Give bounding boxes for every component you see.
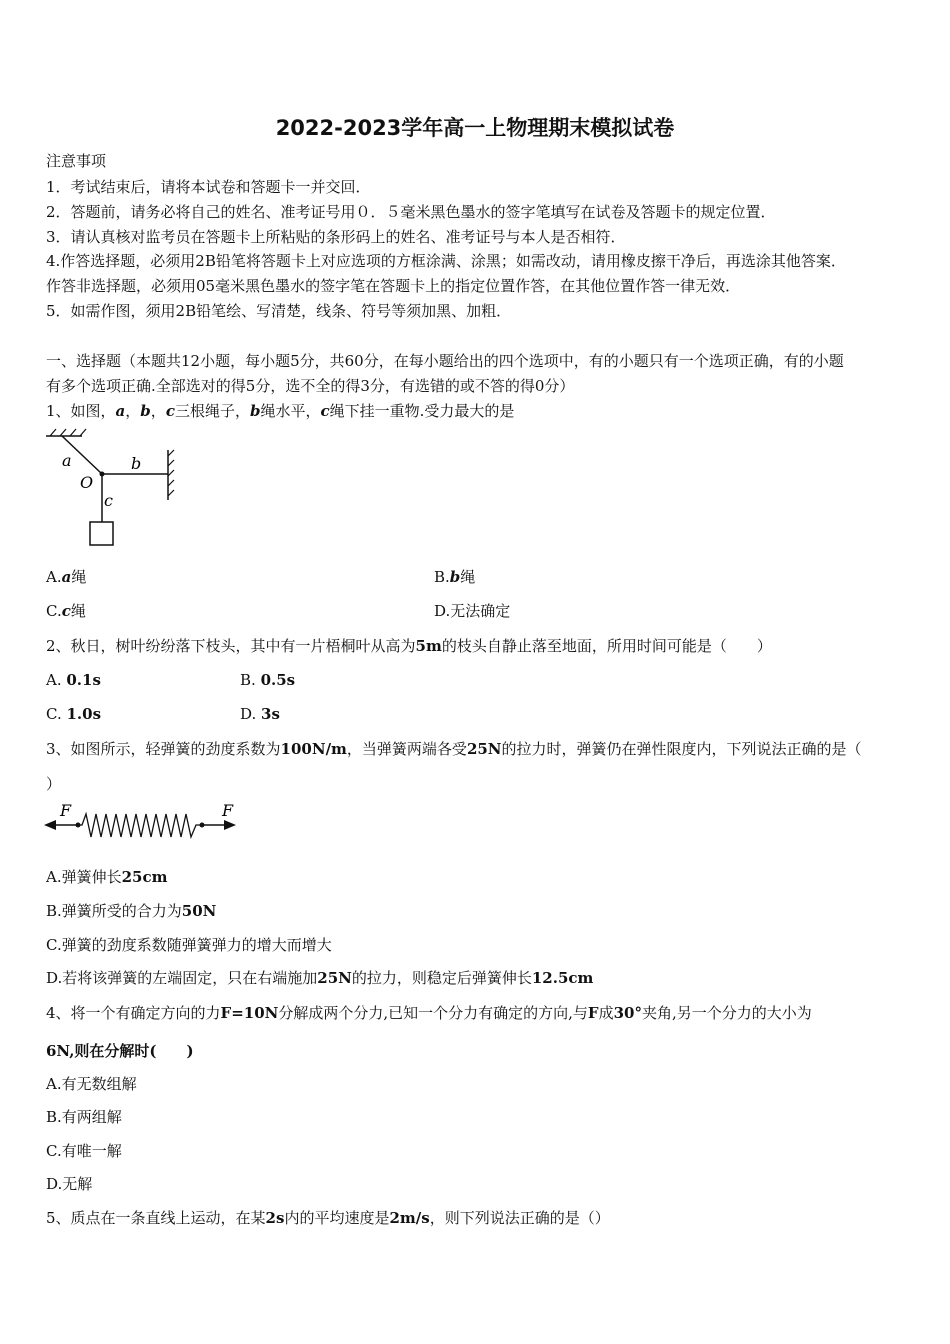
notice-heading: 注意事项 (46, 152, 107, 170)
spring-diagram (42, 800, 242, 846)
q3-option-b[interactable]: B.弹簧所受的合力为50N (46, 902, 217, 920)
rope-diagram (40, 426, 190, 556)
q2-option-b[interactable]: B. 0.5s (240, 671, 296, 689)
notice-item: 4.作答选择题，必须用2B铅笔将答题卡上对应选项的方框涂满、涂黑；如需改动，请用橡皮擦干净后，再选涂其他答案． (46, 252, 846, 270)
notice-item: 3．请认真核对监考员在答题卡上所粘贴的条形码上的姓名、准考证号与本人是否相符． (46, 228, 626, 246)
question-1-stem: 1、如图，a，b，c三根绳子，b绳水平，c绳下挂一重物.受力最大的是 (46, 402, 515, 420)
question-4-stem-cont: 6N,则在分解时( ) (46, 1042, 194, 1060)
q3-option-d[interactable]: D.若将该弹簧的左端固定，只在右端施加25N的拉力，则稳定后弹簧伸长12.5cm (46, 969, 594, 987)
notice-item: 5．如需作图，须用2B铅笔绘、写清楚，线条、符号等须加黑、加粗． (46, 302, 512, 320)
q2-option-d[interactable]: D. 3s (240, 705, 280, 723)
section-heading: 一、选择题（本题共12小题，每小题5分，共60分，在每小题给出的四个选项中，有的小题只有一个选项正确，有的小题 (46, 352, 844, 370)
question-3-stem-cont: ） (46, 775, 62, 793)
label-O: O (80, 473, 94, 492)
q1-option-a[interactable]: A.a绳 (46, 568, 87, 586)
q2-option-c[interactable]: C. 1.0s (46, 705, 102, 723)
notice-item: 2．答题前，请务必将自己的姓名、准考证号用０．５毫米黑色墨水的签字笔填写在试卷及答题卡的规定位置． (46, 203, 776, 221)
q1-option-b[interactable]: B.b绳 (434, 568, 476, 586)
question-5-stem: 5、质点在一条直线上运动，在某2s内的平均速度是2m/s，则下列说法正确的是（） (46, 1209, 610, 1227)
q4-option-a[interactable]: A.有无数组解 (46, 1075, 137, 1093)
section-heading-cont: 有多个选项正确.全部选对的得5分，选不全的得3分，有选错的或不答的得0分） (46, 377, 575, 395)
q4-option-b[interactable]: B.有两组解 (46, 1108, 122, 1126)
q3-option-a[interactable]: A.弹簧伸长25cm (46, 868, 168, 886)
question-4-stem: 4、将一个有确定方向的力F=10N分解成两个分力,已知一个分力有确定的方向,与F成30°夹角,另一个分力的大小为 (46, 1004, 812, 1022)
label-a: a (62, 451, 72, 470)
q2-option-a[interactable]: A. 0.1s (46, 671, 101, 689)
q1-option-d[interactable]: D.无法确定 (434, 602, 511, 620)
q4-option-d[interactable]: D.无解 (46, 1175, 93, 1193)
question-2-stem: 2、秋日，树叶纷纷落下枝头，其中有一片梧桐叶从高为5m的枝头自静止落至地面，所用时间可能是（ ） (46, 637, 772, 655)
notice-item: 作答非选择题，必须用05毫米黑色墨水的签字笔在答题卡上的指定位置作答，在其他位置作答一律无效． (46, 277, 741, 295)
page-title: 2022-2023学年高一上物理期末模拟试卷 (275, 116, 675, 140)
question-3-stem: 3、如图所示，轻弹簧的劲度系数为100N/m，当弹簧两端各受25N的拉力时，弹簧仍在弹性限度内，下列说法正确的是（ (46, 740, 862, 758)
q3-option-c[interactable]: C.弹簧的劲度系数随弹簧弹力的增大而增大 (46, 936, 332, 954)
label-c: c (104, 491, 113, 510)
label-F-left: F (60, 801, 72, 820)
label-b: b (131, 454, 142, 473)
q4-option-c[interactable]: C.有唯一解 (46, 1142, 122, 1160)
q1-option-c[interactable]: C.c绳 (46, 602, 86, 620)
label-F-right: F (222, 801, 234, 820)
notice-item: 1．考试结束后，请将本试卷和答题卡一并交回． (46, 178, 371, 196)
